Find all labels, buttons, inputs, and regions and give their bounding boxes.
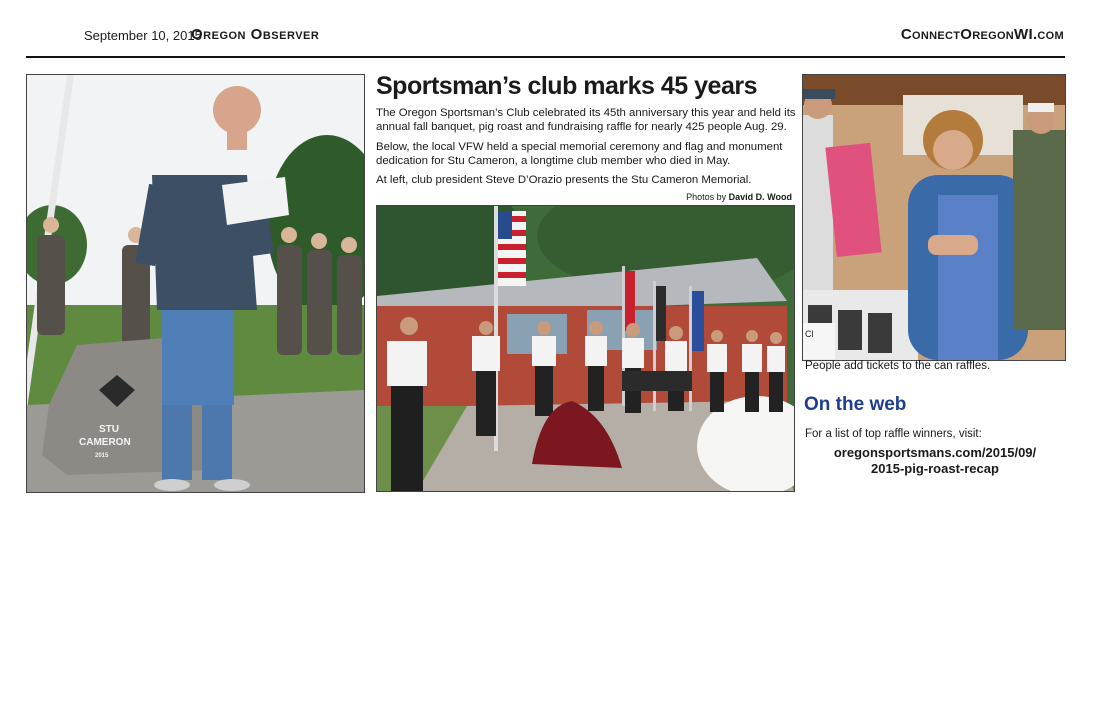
article-paragraph: Below, the local VFW held a special memorial ceremony and flag and monument dedication for Stu Cameron, a longtime club member who died in May. [376,141,783,167]
on-the-web-text: For a list of top raffle winners, visit: [805,428,982,440]
masthead-website[interactable]: ConnectOregonWI.com [900,26,1064,43]
photo-vfw-ceremony [376,205,795,492]
sign-text: Cl [805,329,814,339]
on-the-web-heading: On the web [804,394,907,415]
photo-caption: People add tickets to the can raffles. [805,360,991,372]
article-paragraph: At left, club president Steve D’Orazio presents the Stu Cameron Memorial. [376,174,752,186]
stone-inscription-year: 2015 [95,453,109,459]
masthead-rule [26,56,1065,58]
photo-credit-prefix: Photos by [686,192,727,202]
masthead-date: September 10, 2015 [84,28,202,43]
raffle-winners-link-line2[interactable]: 2015-pig-roast-recap [871,461,999,476]
article-paragraph: The Oregon Sportsman’s Club celebrated its 45th anniversary this year and held its annual fall banquet, pig roast and fundraising raffle for nearly 425 people Aug. 29. [376,107,796,133]
article-headline: Sportsman’s club marks 45 years [376,72,757,100]
stone-inscription-surname: CAMERON [79,437,131,448]
raffle-winners-link[interactable] [804,445,1066,477]
raffle-winners-link-line1[interactable]: oregonsportsmans.com/2015/09/ [833,445,1037,460]
masthead-paper-name: Oregon Observer [191,26,320,43]
photo-credit [560,192,792,202]
photo-club-president-speaking [26,74,365,493]
photo-credit-name: David D. Wood [728,192,792,202]
stone-inscription-name: STU [99,424,119,435]
photo-can-raffles [802,74,1066,361]
